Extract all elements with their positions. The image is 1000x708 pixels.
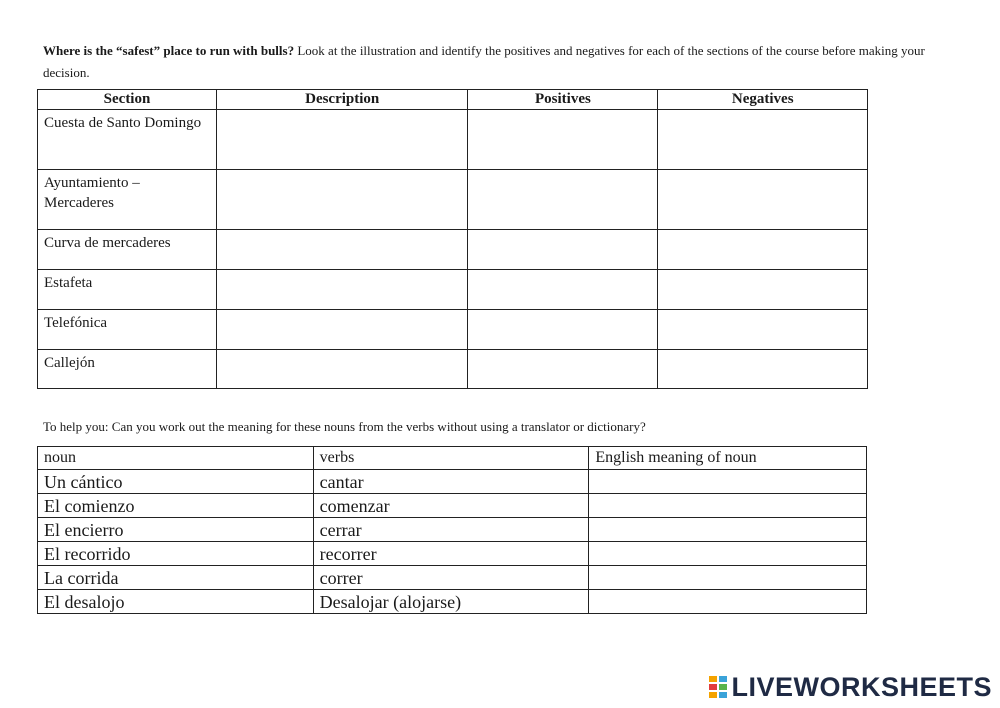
section-table [37, 89, 868, 389]
english-meaning-cell[interactable] [589, 470, 867, 494]
negatives-cell[interactable] [658, 170, 868, 230]
english-meaning-cell[interactable] [589, 542, 867, 566]
positives-cell[interactable] [468, 350, 658, 389]
positives-cell[interactable] [468, 230, 658, 270]
verb-cell: cantar [313, 470, 589, 494]
noun-cell: Un cántico [38, 470, 314, 494]
positives-cell[interactable] [468, 170, 658, 230]
section-table-header [38, 90, 868, 110]
question-rest: Look at the illustration and identify the positives and negatives for each of the sections of the course before making your decision. [43, 43, 925, 80]
table-row [38, 590, 867, 614]
noun-cell: La corrida [38, 566, 314, 590]
positives-cell[interactable] [468, 270, 658, 310]
verb-cell: cerrar [313, 518, 589, 542]
verb-cell: correr [313, 566, 589, 590]
table-row [38, 566, 867, 590]
negatives-cell[interactable] [658, 110, 868, 170]
table-row [38, 310, 868, 350]
negatives-cell[interactable] [658, 230, 868, 270]
table-row [38, 110, 868, 170]
table-row [38, 170, 868, 230]
verb-cell: Desalojar (alojarse) [313, 590, 589, 614]
noun-table [37, 446, 867, 614]
description-cell[interactable] [217, 170, 468, 230]
table-row [38, 270, 868, 310]
section-name: Curva de mercaderes [38, 230, 217, 270]
header-section: Section [38, 90, 217, 110]
header-positives: Positives [468, 90, 658, 110]
english-meaning-cell[interactable] [589, 518, 867, 542]
table-row [38, 494, 867, 518]
section-name: Ayuntamiento – Mercaderes [38, 170, 217, 230]
table-row [38, 230, 868, 270]
negatives-cell[interactable] [658, 350, 868, 389]
description-cell[interactable] [217, 230, 468, 270]
description-cell[interactable] [217, 110, 468, 170]
liveworksheets-logo [708, 672, 992, 702]
positives-cell[interactable] [468, 110, 658, 170]
description-cell[interactable] [217, 350, 468, 389]
noun-cell: El desalojo [38, 590, 314, 614]
question-bold: Where is the “safest” place to run with bulls? [43, 43, 295, 58]
header-description: Description [217, 90, 468, 110]
negatives-cell[interactable] [658, 270, 868, 310]
noun-table-header [38, 447, 867, 470]
section-name: Cuesta de Santo Domingo [38, 110, 217, 170]
english-meaning-cell[interactable] [589, 590, 867, 614]
verb-cell: comenzar [313, 494, 589, 518]
section-name: Telefónica [38, 310, 217, 350]
section-name: Estafeta [38, 270, 217, 310]
logo-text: LIVEWORKSHEETS [731, 671, 992, 702]
instructions-help: To help you: Can you work out the meaning for these nouns from the verbs without using a translator or dictionary? [43, 419, 646, 434]
positives-cell[interactable] [468, 310, 658, 350]
description-cell[interactable] [217, 310, 468, 350]
instructions-question [43, 40, 943, 84]
english-meaning-cell[interactable] [589, 566, 867, 590]
noun-cell: El encierro [38, 518, 314, 542]
table-row [38, 518, 867, 542]
header-english-meaning: English meaning of noun [589, 447, 867, 470]
english-meaning-cell[interactable] [589, 494, 867, 518]
table-row [38, 542, 867, 566]
section-name: Callejón [38, 350, 217, 389]
header-negatives: Negatives [658, 90, 868, 110]
header-verbs: verbs [313, 447, 589, 470]
noun-cell: El comienzo [38, 494, 314, 518]
negatives-cell[interactable] [658, 310, 868, 350]
header-noun: noun [38, 447, 314, 470]
table-row [38, 470, 867, 494]
liveworksheets-icon [708, 675, 728, 699]
table-row [38, 350, 868, 389]
description-cell[interactable] [217, 270, 468, 310]
verb-cell: recorrer [313, 542, 589, 566]
noun-cell: El recorrido [38, 542, 314, 566]
